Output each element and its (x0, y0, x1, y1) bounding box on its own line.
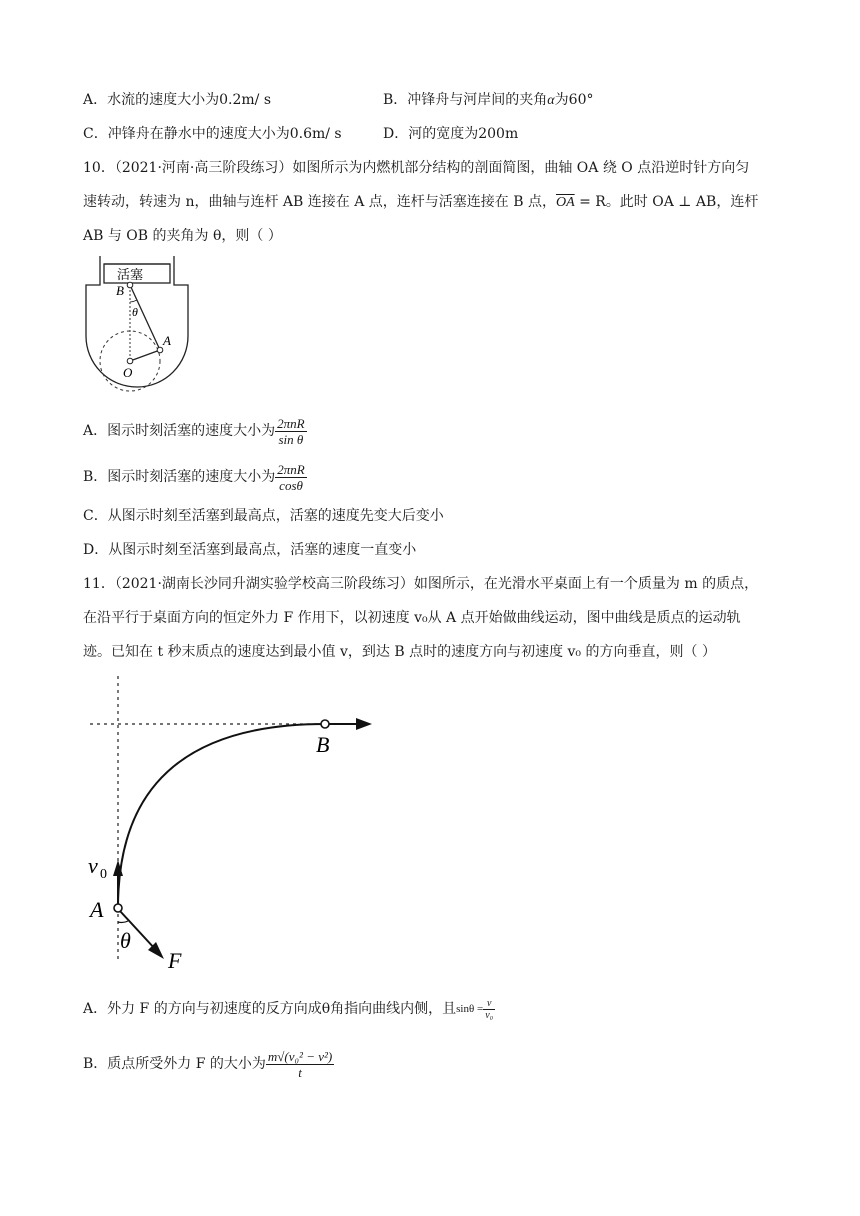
q11-stem-line-2: 在沿平行于桌面方向的恒定外力 F 作用下，以初速度 v₀从 A 点开始做曲线运动，图中曲线是质点的运动轨 (83, 610, 741, 626)
q11-option-a-text: A．外力 F 的方向与初速度的反方向成θ角指向曲线内侧，且 (83, 1001, 457, 1017)
point-a-label: A (163, 333, 171, 348)
q10-engine-figure (84, 252, 190, 398)
q11-stem-line-3: 迹。已知在 t 秒末质点的速度达到最小值 v，到达 B 点时的速度方向与初速度 v₀ 的方向垂直，则（ ） (83, 644, 716, 660)
q10-option-a (83, 415, 307, 447)
q11-stem-line-1: 11．（2021·湖南长沙同升湖实验学校高三阶段练习）如图所示，在光滑水平桌面上有一个质量为 m 的质点， (83, 576, 759, 592)
q10-stem-line-2-eq: = R。此时 OA ⊥ AB，连杆 (574, 194, 759, 210)
point-a-label: A (90, 897, 104, 922)
point-b-label: B (316, 732, 330, 757)
point-b (321, 720, 329, 728)
v0-label: v (88, 853, 98, 878)
q10-option-c: C．从图示时刻至活塞到最高点，活塞的速度先变大后变小 (83, 508, 444, 524)
q11-option-b-text: B．质点所受外力 F 的大小为 (83, 1056, 266, 1072)
q10-stem-line-3: AB 与 OB 的夹角为 θ，则（ ） (83, 228, 282, 244)
q10-option-a-fraction: $\frac{\text{2πnR}}{\text{sin θ}}$ (277, 415, 305, 447)
piston-label: 活塞 (117, 267, 144, 282)
q9-option-b-alpha: α (547, 93, 555, 108)
force-label: F (168, 948, 182, 973)
q10-option-d: D．从图示时刻至活塞到最高点，活塞的速度一直变小 (83, 542, 417, 558)
theta-label: θ (120, 928, 131, 953)
q10-option-a-text: A．图示时刻活塞的速度大小为 (83, 423, 276, 439)
crank-arm (130, 350, 160, 361)
theta-label: θ (132, 305, 138, 319)
q9-option-c: C．冲锋舟在静水中的速度大小为0.6m/ s (83, 126, 342, 142)
q9-option-d: D．河的宽度为200m (383, 126, 519, 142)
q9-option-b-text: B．冲锋舟与河岸间的夹角 (383, 92, 548, 108)
q11-option-a-fraction: $\frac{v}{\text{v₀}}$ (485, 997, 494, 1021)
q11-trajectory-figure (82, 670, 382, 976)
q11-option-b-fraction: $\frac{\text{m√(v₀² − v²)}}{t}$ (267, 1048, 333, 1080)
trajectory-curve (118, 724, 325, 908)
v0-subscript: 0 (100, 867, 107, 882)
q9-option-b-tail: 为60° (554, 92, 594, 108)
q10-option-b-fraction: $\frac{\text{2πnR}}{\cos\theta}$ (277, 461, 305, 493)
q10-stem-line-1: 10．（2021·河南·高三阶段练习）如图所示为内燃机部分结构的剖面简图，曲轴 OA 绕 O 点沿逆时针方向匀 (83, 160, 750, 176)
velocity-at-b-arrow (356, 718, 372, 730)
point-a (114, 904, 122, 912)
q10-stem-line-2-text: 速转动，转速为 n，曲轴与连杆 AB 连接在 A 点，连杆与活塞连接在 B 点， (83, 194, 556, 210)
q11-option-b (83, 1047, 334, 1081)
point-o-label: O (123, 365, 133, 380)
q9-option-a: A．水流的速度大小为0.2m/ s (83, 92, 272, 108)
q10-stem-line-2 (83, 192, 758, 213)
point-b-label: B (116, 283, 124, 298)
q11-option-a (83, 993, 495, 1025)
q10-option-b (83, 461, 307, 493)
q11-option-a-sin: sinθ = (456, 1003, 484, 1015)
q10-oa-vector: $\overline{OA}$ (555, 195, 575, 210)
q9-option-b (383, 90, 593, 111)
q10-option-b-text: B．图示时刻活塞的速度大小为 (83, 469, 276, 485)
